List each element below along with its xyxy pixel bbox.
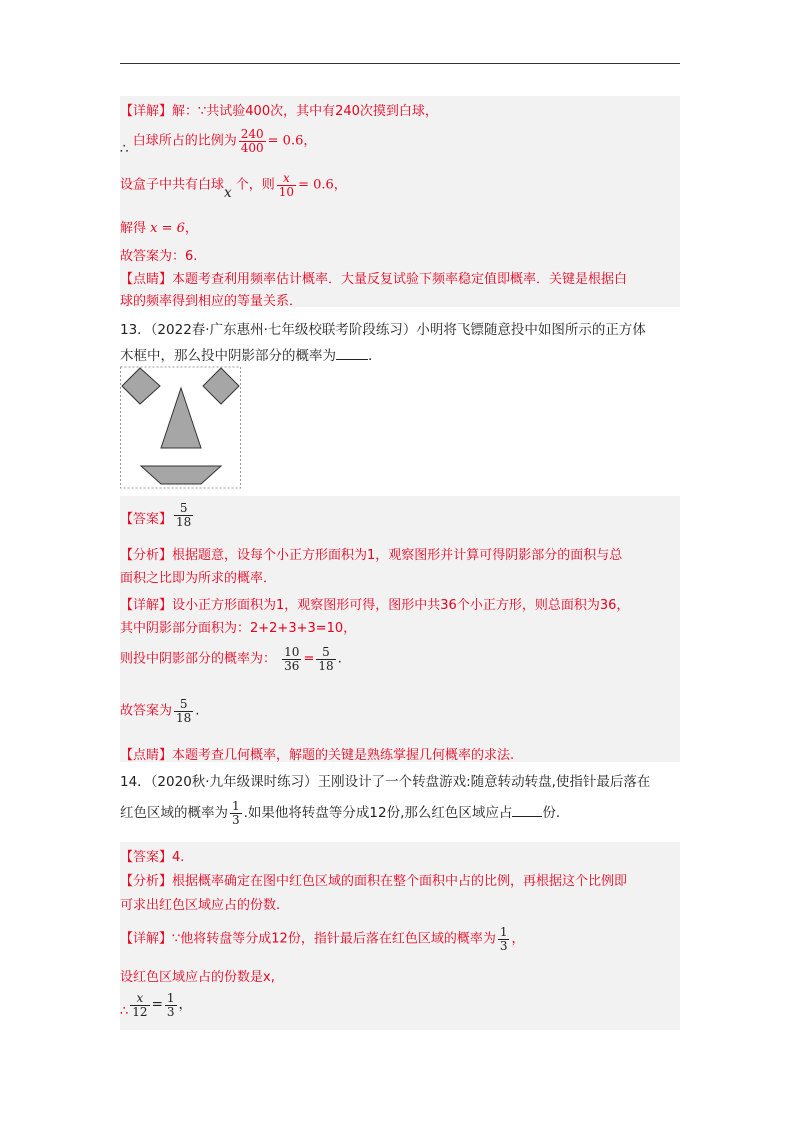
answer-line-12: 故答案为：6.: [120, 249, 198, 264]
solution-box-14: [120, 842, 680, 1030]
fraction-1-3: $\frac{1}{3}$: [499, 925, 508, 953]
detail-13-line-3: 则投中阴影部分的概率为： $\frac{10}{36}$ = $\frac{5}{18}$ .: [120, 645, 342, 673]
answer-blank-14: [512, 816, 542, 817]
dartboard-figure: [120, 366, 242, 490]
detail-14-line-1: 【详解】∵他将转盘等分成12份，指针最后落在红色区域的概率为 $\frac{1}{3}$ ，: [120, 925, 525, 953]
answer-line-13: 【答案】 $\frac{5}{18}$: [120, 501, 192, 529]
question-14-line-1: 14．（2020秋·九年级课时练习）王刚设计了一个转盘游戏:随意转动转盘,使指针最后落在: [120, 774, 651, 790]
shaded-diamond-left: [122, 368, 160, 404]
note-line-2: 球的频率得到相应的等量关系．: [120, 294, 303, 309]
analysis-line-1: 【分析】根据题意，设每个小正方形面积为1，观察图形并计算可得阴影部分的面积与总: [120, 548, 623, 563]
fraction-5-18-final: $\frac{5}{18}$: [176, 697, 192, 725]
analysis-line-2: 面积之比即为所求的概率．: [120, 571, 277, 586]
solution-box-13: [120, 496, 680, 762]
analysis-14-line-1: 【分析】根据概率确定在图中红色区域的面积在整个面积中占的比例，再根据这个比例即: [120, 874, 628, 889]
shaded-triangle: [161, 388, 201, 448]
answer-blank-13: [336, 359, 368, 360]
question-13-line-2: 木框中，那么投中阴影部分的概率为 ．: [120, 348, 382, 364]
analysis-14-line-2: 可求出红色区域应占的份数.: [120, 898, 281, 913]
question-13-line-1: 13．（2022春·广东惠州·七年级校联考阶段练习）小明将飞镖随意投中如图所示的正方体: [120, 322, 646, 338]
solution-box-12: [120, 96, 680, 307]
note-line-1: 【点睛】本题考查利用频率估计概率．大量反复试验下频率稳定值即概率．关键是根据白: [120, 272, 628, 287]
fraction-5-18: $\frac{5}{18}$: [318, 645, 334, 673]
shaded-diamond-right: [203, 368, 239, 404]
fraction-10-36: $\frac{10}{36}$: [284, 645, 300, 673]
header-rule: [120, 63, 680, 64]
detail-line-3: 设盒子中共有白球x 个，则 $\frac{x}{10}$ = 0.6，: [120, 171, 347, 201]
detail-13-line-2: 其中阴影部分面积为：2+2+3+3=10，: [120, 621, 357, 636]
answer-line-14: 【答案】4.: [120, 850, 185, 865]
detail-line-1: 【详解】解：∵共试验400次，其中有240次摸到白球，: [120, 104, 438, 119]
detail-14-line-2: 设红色区域应占的份数是x,: [120, 970, 275, 985]
detail-14-line-3: ∴ $\frac{x}{12}$ = $\frac{1}{3}$ ，: [120, 991, 193, 1019]
detail-line-2: ∴ 白球所占的比例为 $\frac{240}{400}$ = 0.6，: [120, 127, 317, 157]
question-14-line-2: 红色区域的概率为 $\frac{1}{3}$ .如果他将转盘等分成12份,那么红色区域应占 份.: [120, 799, 561, 827]
fraction-240-400: $\frac{240}{400}$: [240, 127, 264, 155]
detail-line-4: 解得 x = 6，: [120, 221, 198, 236]
fraction-x-12: $\frac{x}{12}$: [132, 991, 148, 1019]
shaded-trapezoid: [141, 466, 221, 484]
fraction-1-3-question: $\frac{1}{3}$: [232, 799, 240, 827]
fraction-1-3-eq: $\frac{1}{3}$: [166, 991, 175, 1019]
note-13: 【点睛】本题考查几何概率，解题的关键是熟练掌握几何概率的求法.: [120, 748, 515, 763]
fraction-x-10: $\frac{x}{10}$: [278, 171, 295, 199]
detail-13-line-1: 【详解】设小正方形面积为1，观察图形可得，图形中共36个小正方形，则总面积为36，: [120, 598, 630, 613]
answer-statement-13: 故答案为 $\frac{5}{18}$ .: [120, 697, 200, 725]
fraction-5-18-answer: $\frac{5}{18}$: [176, 501, 192, 529]
